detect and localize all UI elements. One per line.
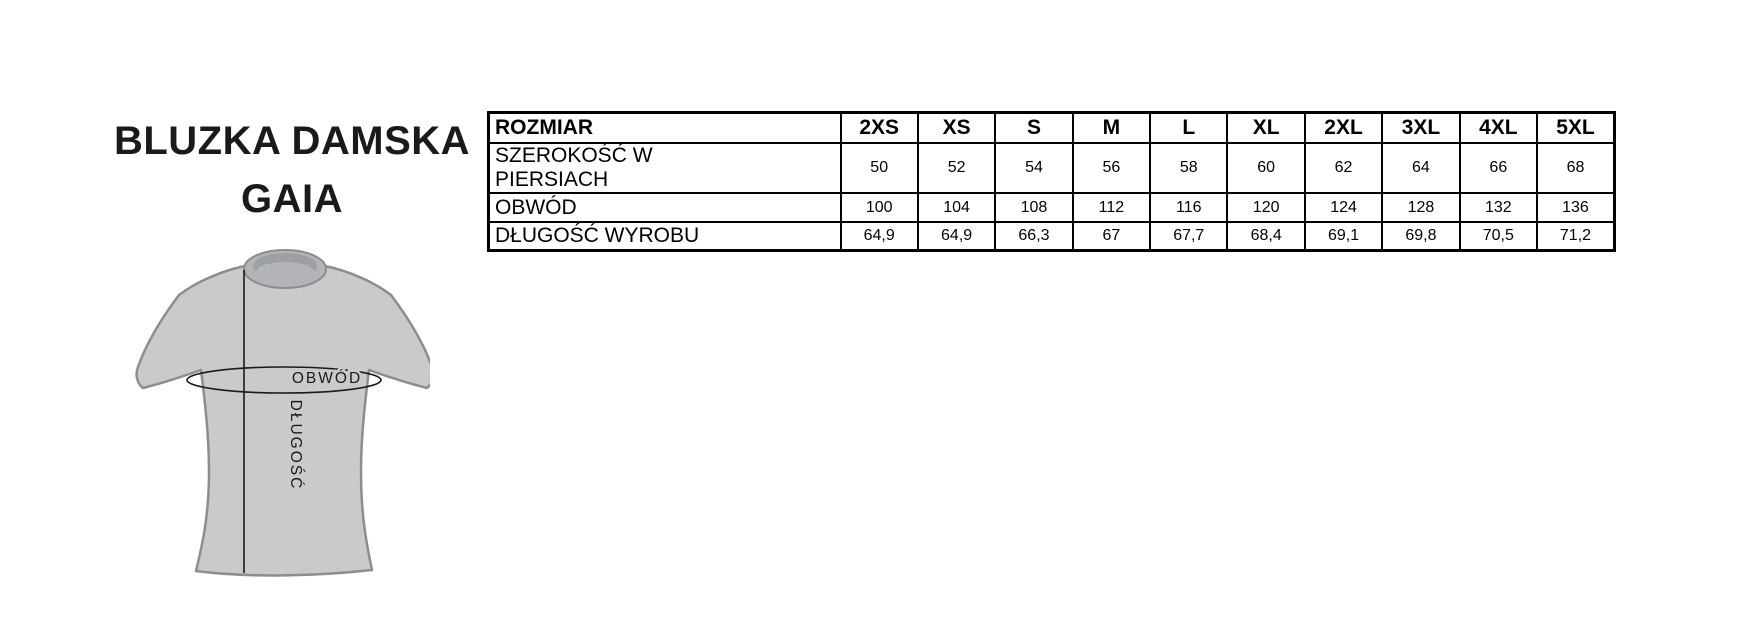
table-cell: 64,9 — [918, 222, 995, 250]
table-cell: 69,8 — [1382, 222, 1459, 250]
table-cell: 64 — [1382, 143, 1459, 193]
table-header-label: ROZMIAR — [489, 113, 841, 144]
table-header-size: L — [1150, 113, 1227, 144]
table-cell: 66,3 — [995, 222, 1072, 250]
table-header-size: 2XL — [1305, 113, 1382, 144]
table-cell: 67 — [1073, 222, 1150, 250]
table-header-size: XL — [1227, 113, 1304, 144]
table-cell: 68,4 — [1227, 222, 1304, 250]
table-row — [489, 193, 1615, 222]
title-line-1: BLUZKA DAMSKA — [113, 119, 471, 163]
table-row — [489, 143, 1615, 193]
table-cell: 69,1 — [1305, 222, 1382, 250]
table-cell: 71,2 — [1537, 222, 1614, 250]
table-cell: 54 — [995, 143, 1072, 193]
table-cell: 64,9 — [841, 222, 918, 250]
row-label-text: DŁUGOŚĆ WYROBU — [495, 223, 700, 247]
table-header-size: 4XL — [1460, 113, 1537, 144]
table-header-size: 3XL — [1382, 113, 1459, 144]
table-cell: 50 — [841, 143, 918, 193]
table-cell: 100 — [841, 193, 918, 222]
row-label-text: OBWÓD — [495, 195, 577, 219]
row-label-text: SZEROKOŚĆ W PIERSIACH — [495, 144, 653, 191]
table-cell: 52 — [918, 143, 995, 193]
table-cell: 104 — [918, 193, 995, 222]
table-cell: 67,7 — [1150, 222, 1227, 250]
table-cell: 60 — [1227, 143, 1304, 193]
row-label — [489, 222, 841, 250]
table-cell: 58 — [1150, 143, 1227, 193]
tshirt-illustration — [118, 240, 430, 585]
tshirt-body — [137, 262, 430, 576]
table-header-size: 2XS — [841, 113, 918, 144]
title-line-2: GAIA — [241, 177, 343, 221]
table-cell: 70,5 — [1460, 222, 1537, 250]
page-title — [102, 112, 482, 228]
table-row — [489, 222, 1615, 250]
table-cell: 124 — [1305, 193, 1382, 222]
size-table — [487, 111, 1616, 252]
table-header-size: S — [995, 113, 1072, 144]
table-header-size: XS — [918, 113, 995, 144]
table-cell: 66 — [1460, 143, 1537, 193]
table-cell: 112 — [1073, 193, 1150, 222]
dlugosc-label: DŁUGOŚĆ — [287, 399, 304, 491]
table-cell: 128 — [1382, 193, 1459, 222]
table-cell: 68 — [1537, 143, 1614, 193]
collar-inner-bottom — [256, 262, 314, 282]
table-cell: 108 — [995, 193, 1072, 222]
row-label — [489, 193, 841, 222]
table-header-row — [489, 113, 1615, 144]
table-header-size: M — [1073, 113, 1150, 144]
table-cell: 136 — [1537, 193, 1614, 222]
shirt-diagram — [118, 240, 430, 585]
row-label — [489, 143, 841, 193]
table-cell: 56 — [1073, 143, 1150, 193]
table-cell: 116 — [1150, 193, 1227, 222]
table-header-size: 5XL — [1537, 113, 1614, 144]
obwod-label: OBWÓD — [291, 370, 363, 387]
table-cell: 120 — [1227, 193, 1304, 222]
table-cell: 62 — [1305, 143, 1382, 193]
table-cell: 132 — [1460, 193, 1537, 222]
